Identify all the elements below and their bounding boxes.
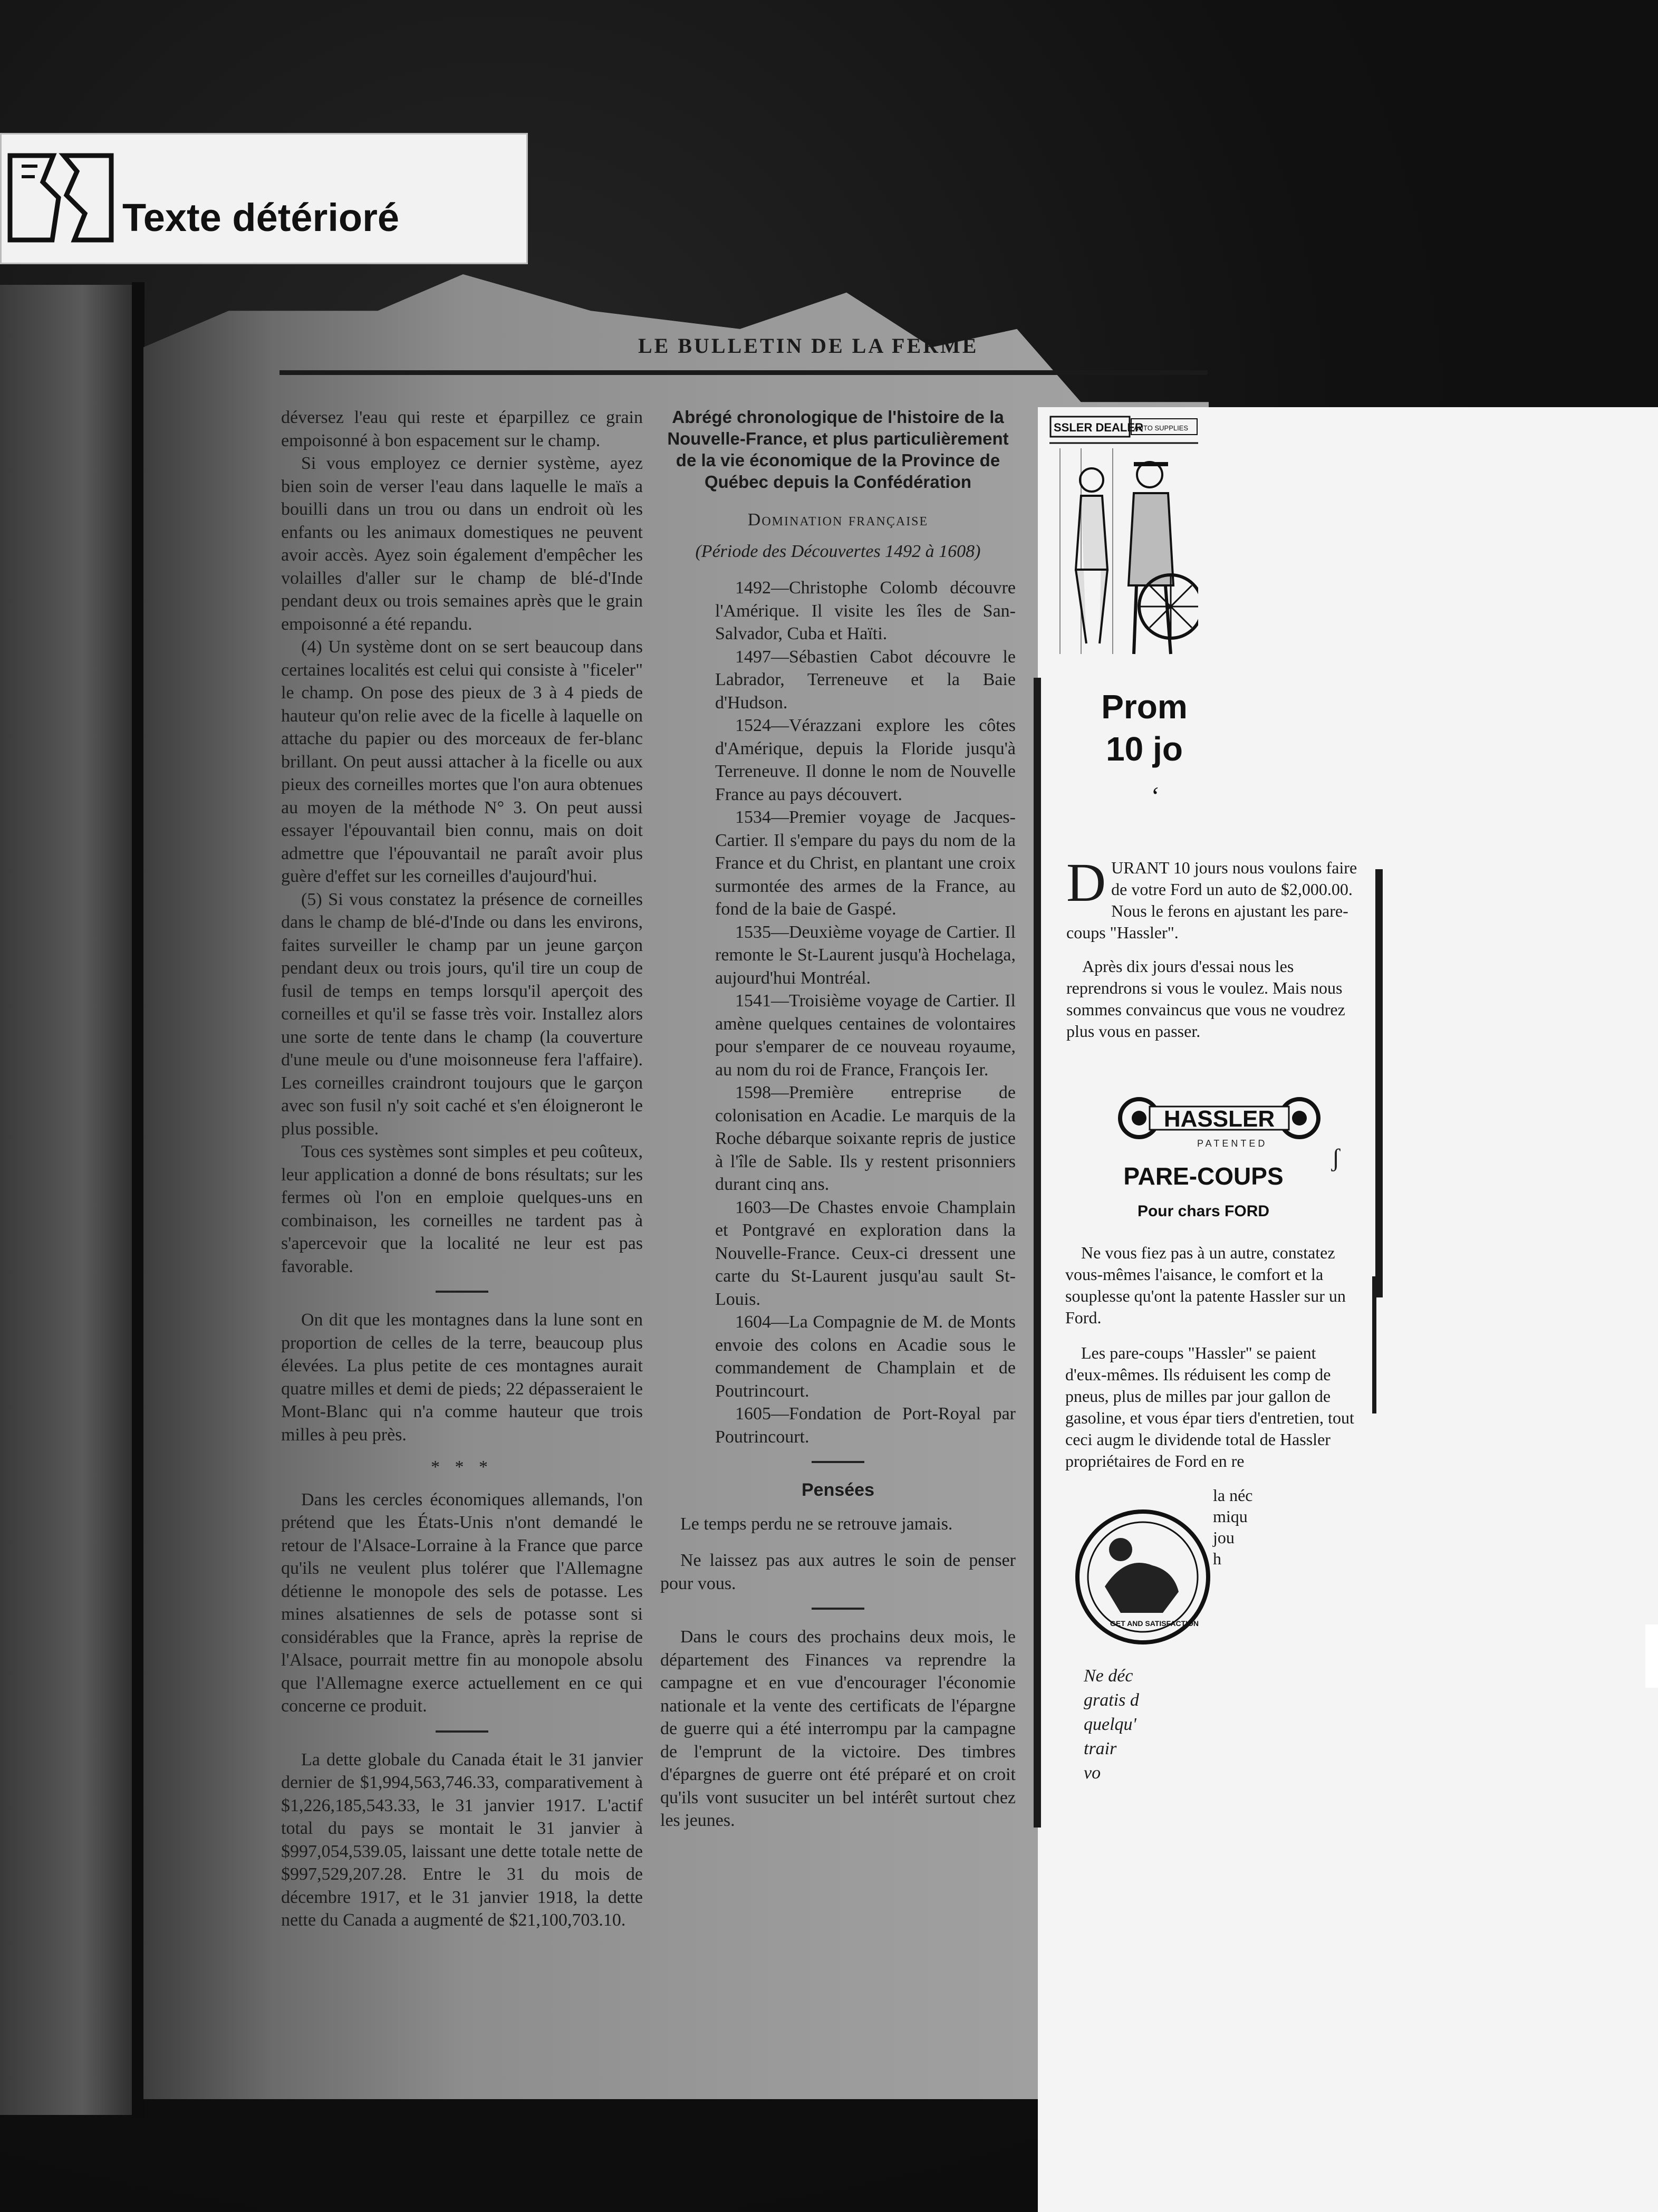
ad-headline-line1: Prom [1101, 688, 1188, 726]
chronology-entry: 1497—Sébastien Cabot découvre le Labrador, Terreneuve et la Baie d'Hudson. [715, 647, 1016, 713]
ad-border-bar-right [1375, 869, 1383, 1297]
paragraph: déversez l'eau qui reste et éparpillez ce grain empoisonné à bon espacement sur le champ. [281, 408, 643, 450]
left-page-edge [0, 285, 138, 2115]
period-caption: (Période des Découvertes 1492 à 1608) [695, 541, 981, 561]
thought: Ne laissez pas aux autres le soin de penser pour vous. [660, 1551, 1016, 1593]
page-header-title: LE BULLETIN DE LA FERME [638, 334, 979, 358]
sign-text: SSLER DEALER [1054, 421, 1143, 434]
product-subheading: Pour chars FORD [1137, 1203, 1270, 1220]
logo-wordmark: HASSLER [1163, 1106, 1275, 1132]
ad-fragment [1213, 1485, 1276, 1569]
separator-rule [812, 1608, 864, 1610]
header-rule [279, 370, 1208, 375]
fragment-line: h [1213, 1549, 1221, 1568]
ad-mark: ‘ [1150, 781, 1159, 811]
ad-headline-line2: 10 jo [1106, 730, 1183, 768]
hassler-logo [1118, 1092, 1320, 1145]
fragment-line: Ne déc [1084, 1666, 1133, 1686]
page-edge-scrap [1645, 1624, 1658, 1688]
fragment-line: vo [1084, 1763, 1101, 1783]
patented-label: PATENTED [1197, 1138, 1268, 1149]
separator-rule [812, 1461, 864, 1463]
separator-rule [436, 1730, 488, 1733]
chronology-entry: 1598—Première entreprise de colonisation en Acadie. Le marquis de la Roche débarque soixante repris de justice à l'île de Sable. Ils y restent prisonniers durant cinq ans. [715, 1083, 1016, 1194]
chronology-entry: 1605—Fondation de Port-Royal par Poutrincourt. [715, 1404, 1016, 1447]
chronology-entry: 1524—Vérazzani explore les côtes d'Amérique, depuis la Floride jusqu'à Terreneuve. Il donne le nom de Nouvelle France au pays découvert. [715, 716, 1016, 804]
sign-text-2: AUTO SUPPLIES [1134, 424, 1189, 432]
page-gutter [132, 282, 144, 2118]
guarantee-badge [1073, 1507, 1212, 1647]
dealer-illustration [1049, 411, 1198, 670]
moon-paragraph: On dit que les montagnes dans la lune sont en proportion de celles de la terre, beaucoup plus élevées. La plus petite de ces montagnes aurait quatre milles et demi de pieds; 22 dépasseraient le Mont-Blanc qui n'a comme hauteur que trois milles à peu près. [281, 1310, 643, 1445]
paragraph: Tous ces systèmes sont simples et peu coûteux, leur application a donné de bons résultats; sur les fermes où l'on en emploie quelques-uns en combinaison, les corneilles ne tardent pas à s'apercevoir que la localité ne leur est pas favorable. [281, 1142, 643, 1276]
paragraph: Si vous employez ce dernier système, ayez bien soin de verser l'eau dans laquelle le maïs a bouilli dans un trou ou dans un endroit où les enfants ou les animaux domestiques ne peuvent avoir accès. Ayez soin également d'empêcher les volailles d'aller sur le champ de blé-d'Inde pendant deux ou trois semaines après que le grain empoisonné a été repandu. [281, 454, 643, 634]
ad-headline [1084, 686, 1205, 770]
ad-intro-text: URANT 10 jours nous voulons faire de votre Ford un auto de $2,000.00. Nous le ferons en ajustant les pare-coups "Hassler". [1066, 858, 1357, 942]
left-column [281, 406, 643, 1932]
ad-comfort-paragraph: Ne vous fiez pas à un autre, constatez vous-mêmes l'aisance, le comfort et la souplesse qu'ont la patente Hassler sur un Ford. [1065, 1243, 1346, 1327]
alsace-paragraph: Dans les cercles économiques allemands, l'on prétend que les États-Unis n'ont demandé le retour de l'Alsace-Lorraine à la France que parce qu'ils ne veulent plus tolérer que l'Allemagne détienne le monopole des sels de potasse. Les mines alsatiennes de sels de potasse sont si considérables que la France, après la reprise de l'Alsace, pourrait mettre fin au monopole absolu que l'Allemagne exerce actuellement en ce qui concerne ce produit. [281, 1489, 643, 1716]
fragment-line: la néc [1213, 1486, 1253, 1505]
chronology-entry: 1603—De Chastes envoie Champlain et Pontgravé en exploration dans la Nouvelle-France. Ceux-ci dressent une carte du St-Laurent jusqu'au sault St-Louis. [715, 1197, 1016, 1309]
chronology-entry: 1541—Troisième voyage de Cartier. Il amène quelques centaines de volontaires pour s'emparer de ce nouveau royaume, au nom du roi de France, François Ier. [715, 991, 1016, 1080]
ad-border-bar [1034, 678, 1041, 1828]
chronology-entry: 1534—Premier voyage de Jacques-Cartier. Il s'empare du pays du nom de la France et du Christ, en plantant une croix surmontée des armes de la France, au fond de la baie de Gaspé. [715, 807, 1016, 919]
fragment-line: miqu [1213, 1507, 1248, 1526]
ad-savings-paragraph: Les pare-coups "Hassler" se paient d'eux-mêmes. Ils réduisent les comp de pneus, plus de milles par jour gallon de gasoline, et vous épar tiers d'entretien, tout ceci augm le dividende total de Hassler propriétaires de Ford en re [1065, 1343, 1354, 1470]
article-title: Abrégé chronologique de l'histoire de la Nouvelle-France, et plus particulièrement de la vie économique de la Province de Québec depuis la Confédération [667, 407, 1009, 492]
fragment-line: trair [1084, 1739, 1117, 1758]
badge-text: GET AND SATISFACTION [1110, 1619, 1199, 1628]
ad-trial-paragraph: Après dix jours d'essai nous les reprendrons si vous le voulez. Mais nous sommes convaincus que vous ne voudrez plus vous en passer. [1066, 957, 1345, 1041]
damaged-page-icon [6, 150, 115, 245]
middle-column [660, 406, 1016, 1832]
ad-intro-paragraph [1066, 852, 1367, 944]
drop-cap: D [1066, 852, 1106, 913]
separator-rule [436, 1291, 488, 1293]
paragraph: (5) Si vous constatez la présence de corneilles dans le champ de blé-d'Inde ou dans les environs, faites surveiller le champ par un jeune garçon pendant deux ou trois jours, qu'il tire un coup de fusil de temps en temps lorsqu'il aperçoit des corneilles et qu'il se fasse très voir. Installez alors une sorte de tente dans le champ (la couverture d'une meule ou d'une moisonneuse fera l'affaire). Les corneilles craindront toujours que le garçon avec son fusil n'y soit caché et s'en éloigneront le plus possible. [281, 889, 643, 1139]
fragment-line: gratis d [1084, 1690, 1139, 1710]
thought: Le temps perdu ne se retrouve jamais. [680, 1514, 953, 1534]
debt-paragraph: La dette globale du Canada était le 31 janvier dernier de $1,994,563,746.33, comparativement à $1,226,185,543.33, le 31 janvier 1917. L'actif total du pays se montait le 31 janvier à $997,054,539.05, laissant une dette totale nette de $997,529,207.28. Entre le 31 du mois de décembre 1917, et le 31 janvier 1918, la dette nette du Canada a augmenté de $21,100,703.10. [281, 1749, 643, 1930]
war-savings-paragraph: Dans le cours des prochains deux mois, le département des Finances va reprendre la campagne et en vue d'encourager l'économie nationale et la vente des certificats de l'épargne de guerre qui a été interrompu par la campagne de l'emprunt de la victoire. Des timbres d'épargnes de guerre ont été préparé et on croit qu'ils vont susuciter un bel intérêt surtout chez les jeunes. [660, 1627, 1016, 1830]
article-subtitle: Domination française [747, 510, 929, 530]
stamp-label: Texte détérioré [122, 196, 400, 239]
chronology-entry: 1604—La Compagnie de M. de Monts envoie des colons en Acadie sous le commandement de Champlain et de Poutrincourt. [715, 1312, 1016, 1401]
fragment-line: jou [1213, 1528, 1235, 1547]
ad-border-bar-small [1372, 1276, 1376, 1413]
scribble-mark: ʃ [1332, 1144, 1340, 1172]
paragraph: (4) Un système dont on se sert beaucoup dans certaines localités est celui qui consiste à "ficeler" le champ. On pose des pieux de 3 à 4 pieds de hauteur qu'on relie avec de la ficelle à laquelle on attache du papier ou des morceaux de fer-blanc brillant. On peut aussi attacher à la ficelle ou aux pieux des corneilles mortes que l'on aura obtenues au moyen de la méthode N° 3. On peut aussi essayer l'épouvantail bien connu, mais on doit admettre que l'épouvantail ne paraît avoir plus guère d'effet sur les corneilles d'aujourd'hui. [281, 637, 643, 886]
product-heading: PARE-COUPS [1123, 1162, 1284, 1190]
ad-closing-fragment [1084, 1664, 1200, 1785]
chronology-entry: 1492—Christophe Colomb découvre l'Amérique. Il visite les îles de San-Salvador, Cuba et Haïti. [715, 578, 1016, 643]
dots-separator: * * * [431, 1457, 493, 1477]
chronology-entry: 1535—Deuxième voyage de Cartier. Il remonte le St-Laurent jusqu'à Hochelaga, aujourd'hui Montréal. [715, 922, 1016, 988]
pensees-heading: Pensées [802, 1480, 874, 1500]
fragment-line: quelqu' [1084, 1715, 1136, 1734]
